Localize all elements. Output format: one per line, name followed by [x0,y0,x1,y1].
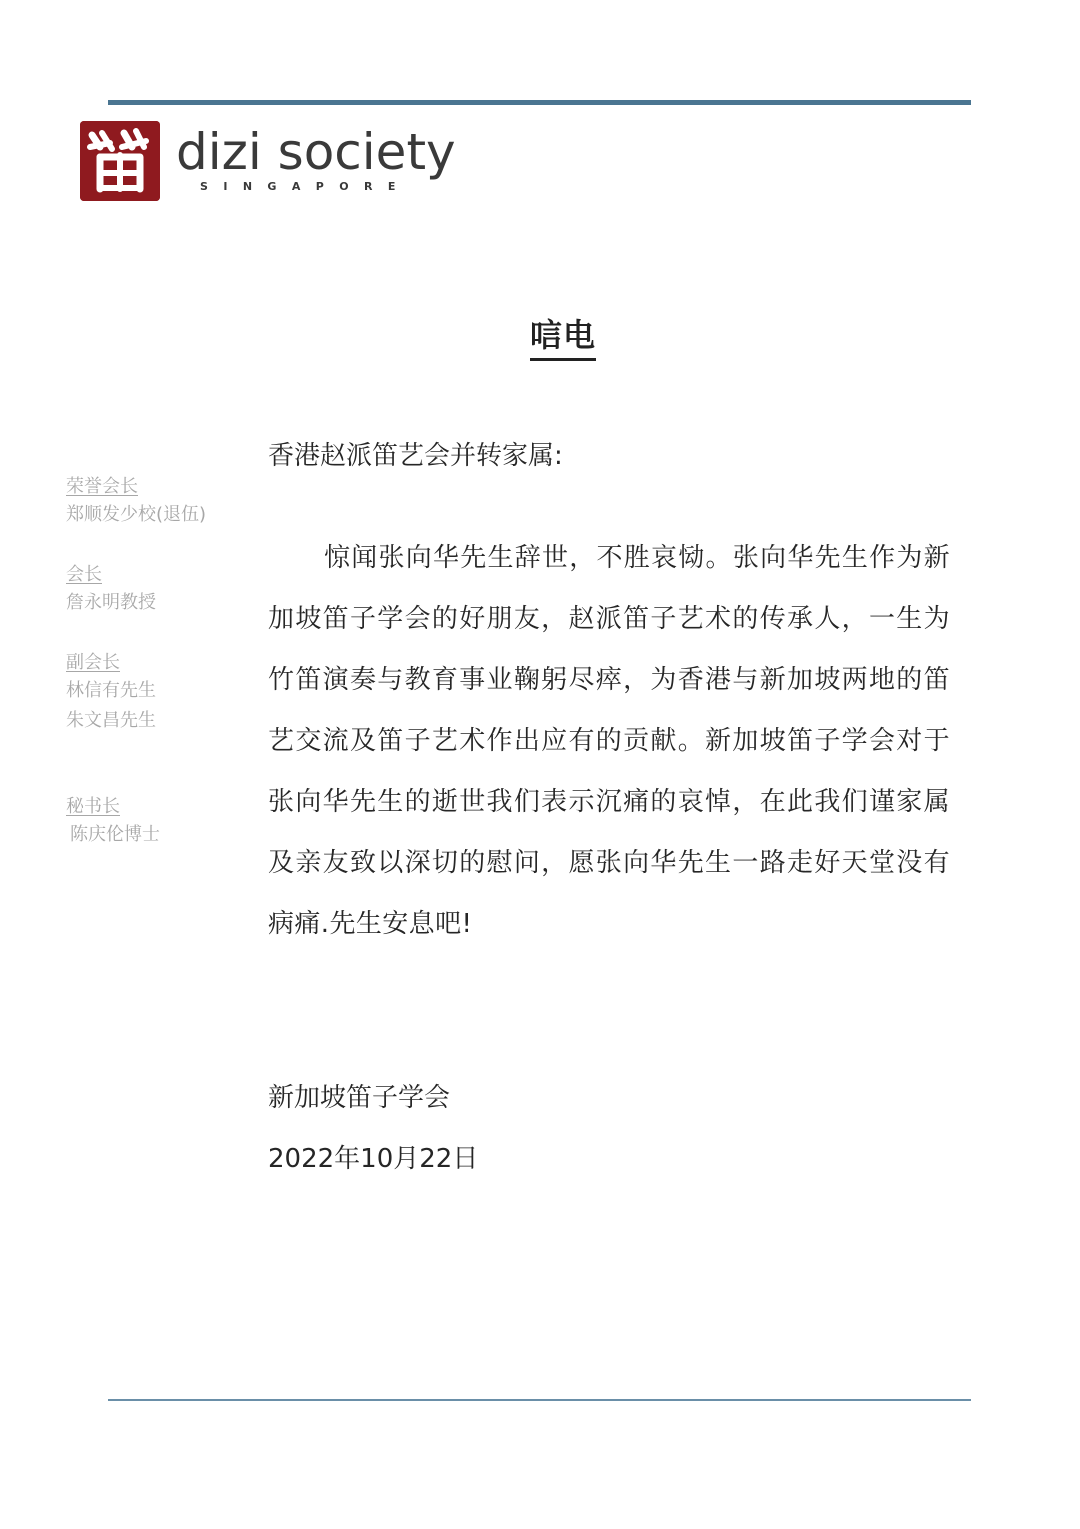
page-title: 唁电 [530,315,596,361]
sidebar-group-president [66,562,156,618]
sidebar-name: 林信有先生 [66,680,156,701]
sidebar-name: 郑顺发少校(退伍) [66,504,207,525]
sidebar-role: 秘书长 [66,796,120,817]
bottom-divider [108,1399,971,1401]
sidebar-group-honorary-president [66,474,206,530]
dizi-logo-icon [80,121,160,201]
brand-location: SINGAPORE [200,180,411,193]
sidebar-role: 荣誉会长 [66,476,138,497]
letter-date: 2022年10月22日 [268,1144,479,1174]
sidebar-role: 会长 [66,564,102,585]
letter-signature [268,1068,478,1190]
sidebar-group-secretary [66,794,160,850]
sidebar-group-vice-president [66,650,156,736]
sidebar-role: 副会长 [66,652,120,673]
top-divider [108,100,971,105]
sidebar-name: 詹永明教授 [66,592,156,613]
sidebar-name: 陈庆伦博士 [70,824,160,845]
letter-body: 惊闻张向华先生辞世，不胜哀恸。张向华先生作为新加坡笛子学会的好朋友，赵派笛子艺术的传承人，一生为竹笛演奏与教育事业鞠躬尽瘁，为香港与新加坡两地的笛艺交流及笛子艺术作出应有的贡献。新加坡笛子学会对于张向华先生的逝世我们表示沉痛的哀悼，在此我们谨家属及亲友致以深切的慰问，愿张向华先生一路走好天堂没有病痛.先生安息吧! [268,543,950,939]
letter-sender: 新加坡笛子学会 [268,1083,451,1113]
brand-name: dizi society [176,123,456,181]
letter-salutation: 香港赵派笛艺会并转家属: [268,441,563,471]
sidebar-name: 朱文昌先生 [66,710,156,731]
